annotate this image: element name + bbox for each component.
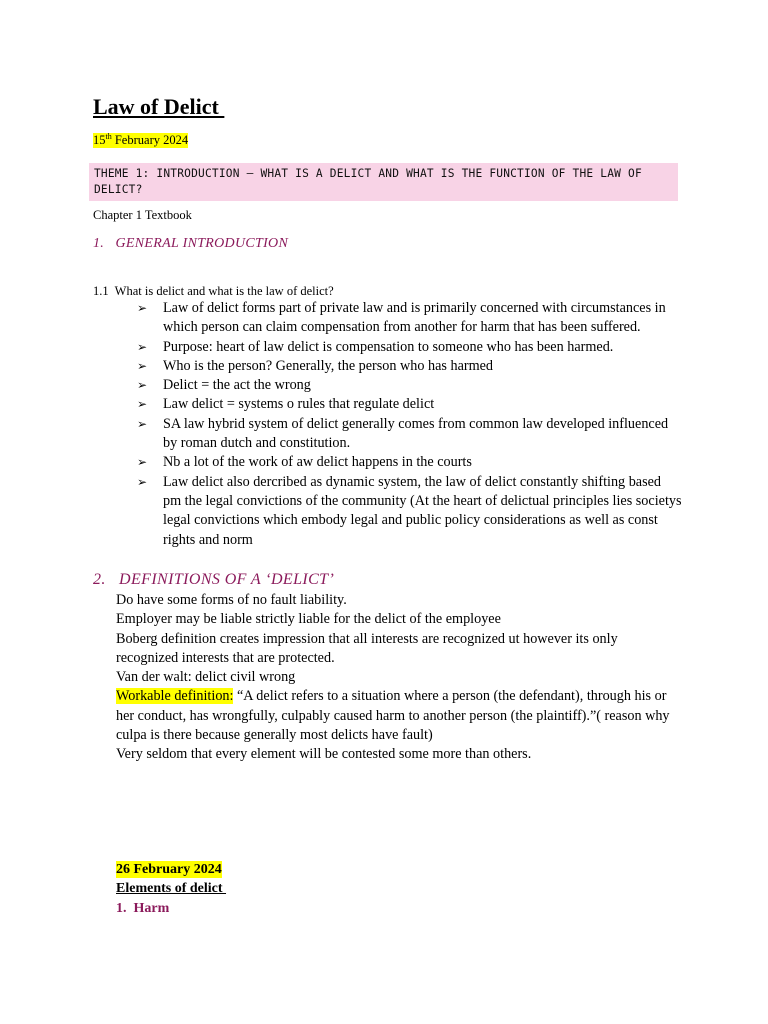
arrow-bullet-icon: ➢ — [137, 358, 148, 373]
list-item-text: Delict = the act the wrong — [163, 377, 311, 394]
list-item-text: Law delict = systems o rules that regulate delict — [163, 396, 435, 413]
list-item — [137, 357, 682, 376]
section-definitions — [93, 571, 334, 589]
subsection-title: What is delict and what is the law of delict? — [114, 284, 334, 298]
paragraph: Boberg definition creates impression that all interests are recognized ut however its only recognized interests that are protected. — [116, 630, 618, 666]
heading-title: Harm — [133, 901, 170, 916]
list-item — [137, 299, 682, 338]
highlighted-label: Workable definition: — [116, 688, 234, 705]
list-item-text: Law delict also dercribed as dynamic system, the law of delict constantly shifting based pm the legal convictions of the community (At the heart of delictual principles lies societys legal convictions which embody legal and public policy considerations as well as const rights and norm — [163, 473, 682, 548]
list-item — [137, 415, 682, 454]
section-number: 1. — [93, 236, 105, 251]
textbook-reference: Chapter 1 Textbook — [93, 208, 192, 222]
paragraph: Van der walt: delict civil wrong — [116, 669, 296, 686]
subsection-1-1 — [93, 284, 334, 299]
section-general-introduction — [93, 236, 288, 252]
list-item — [137, 376, 682, 395]
paragraph: Very seldom that every element will be contested some more than others. — [116, 746, 532, 763]
section-title: GENERAL INTRODUCTION — [115, 236, 289, 251]
bullet-list — [137, 299, 682, 550]
heading-number: 1. — [116, 901, 127, 916]
section-number: 2. — [93, 571, 106, 588]
harm-heading — [116, 901, 169, 917]
elements-heading: Elements of delict — [116, 881, 227, 896]
workable-definition — [116, 687, 676, 745]
date-second-lecture: 26 February 2024 — [116, 862, 222, 877]
arrow-bullet-icon: ➢ — [137, 455, 148, 470]
list-item-text: Purpose: heart of law delict is compensation to someone who has been harmed. — [163, 338, 614, 355]
arrow-bullet-icon: ➢ — [137, 416, 148, 431]
date-day: 15 — [93, 133, 106, 147]
subsection-number: 1.1 — [93, 284, 109, 298]
list-item-text: Law of delict forms part of private law and is primarily concerned with circumstances in which person can claim compensation from another for harm that has been suffered. — [163, 300, 666, 336]
date-first-lecture — [93, 133, 188, 148]
list-item — [137, 338, 682, 357]
arrow-bullet-icon: ➢ — [137, 301, 148, 315]
list-item — [137, 473, 682, 550]
paragraph: Do have some forms of no fault liability. — [116, 592, 347, 608]
date-ordinal-suffix: th — [105, 132, 112, 141]
arrow-bullet-icon: ➢ — [137, 474, 148, 489]
date-month-year: February 2024 — [111, 133, 189, 147]
definition-text: “A delict refers to a situation where a person (the defendant), through his or her conduct, has wrongfully, culpably caused harm to another person (the plaintiff).”( reason why culpa is there because generally most delicts have fault) — [116, 688, 670, 744]
list-item-text: SA law hybrid system of delict generally comes from common law developed influenced by roman dutch and constitution. — [163, 415, 669, 452]
theme-banner — [89, 163, 678, 201]
definitions-body — [116, 591, 676, 765]
list-item — [137, 395, 682, 414]
list-item-text: Who is the person? Generally, the person who has harmed — [163, 357, 494, 374]
arrow-bullet-icon: ➢ — [137, 378, 148, 393]
arrow-bullet-icon: ➢ — [137, 339, 148, 354]
theme-heading: THEME 1: INTRODUCTION – WHAT IS A DELICT AND WHAT IS THE FUNCTION OF THE LAW OF DELICT? — [94, 167, 642, 196]
document-title: Law of Delict — [93, 94, 225, 119]
arrow-bullet-icon: ➢ — [137, 397, 148, 412]
section-title: DEFINITIONS OF A ‘DELICT’ — [119, 571, 335, 588]
list-item-text: Nb a lot of the work of aw delict happens in the courts — [163, 454, 472, 471]
list-item — [137, 453, 682, 472]
paragraph: Employer may be liable strictly liable for the delict of the employee — [116, 611, 501, 628]
